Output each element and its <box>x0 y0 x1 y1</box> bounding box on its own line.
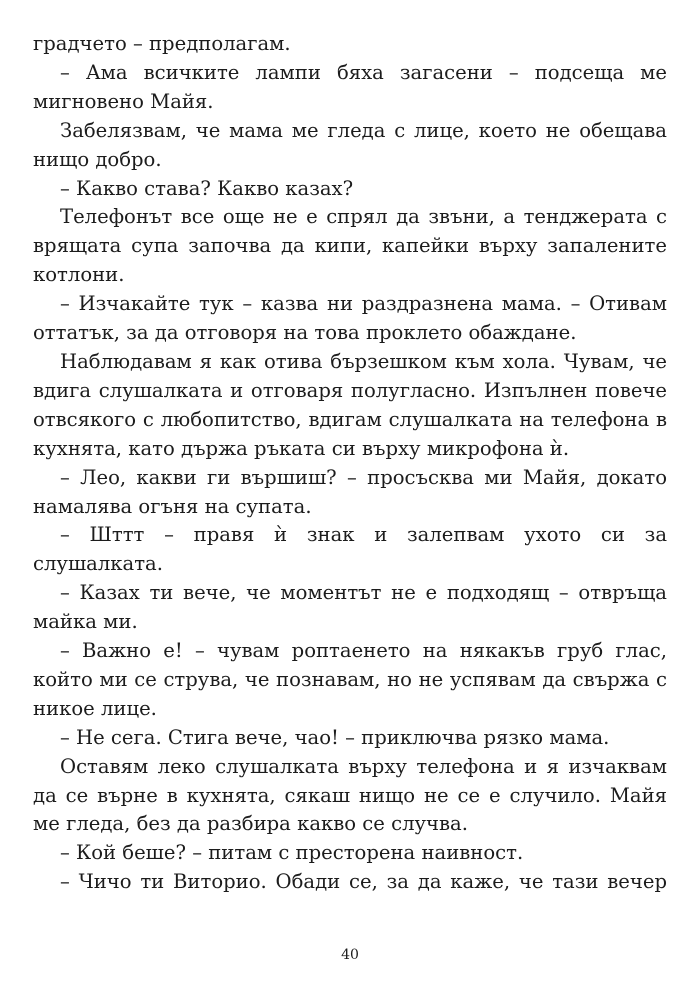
paragraph: – Изчакайте тук – казва ни раздразнена мама. – Отивам оттатък, за да отговоря на това проклето обаждане. <box>33 292 667 345</box>
paragraph: – Казах ти вече, че моментът не е подходящ – отвръща майка ми. <box>33 581 667 634</box>
paragraph: градчето – предполагам. <box>33 32 291 55</box>
paragraph: – Ама всичките лампи бяха загасени – подсеща ме мигновено Майя. <box>33 60 667 113</box>
paragraph: Телефонът все още не е спрял да звъни, а тенджерата с врящата супа започва да кипи, капейки върху запалените котлони. <box>33 205 667 287</box>
paragraph: – Чичо ти Виторио. Обади се, за да каже, че тази вечер <box>60 870 667 894</box>
paragraph: Оставям леко слушалката върху телефона и я изчаквам да се върне в кухнята, сякаш нищо не се е случило. Майя ме гледа, без да разбира какво се случва. <box>33 754 667 836</box>
paragraph: Наблюдавам я как отива бързешком към хола. Чувам, че вдига слушалката и отговаря полугласно. Изпълнен повече отвсякого с любопитство, вдигам слушалката на телефона в кухнята, като държа ръката си върху микрофона ѝ. <box>33 349 667 460</box>
paragraph: – Важно е! – чувам роптаенето на някакъв груб глас, който ми се струва, че познавам, но не успявам да свържа с никое лице. <box>33 639 667 720</box>
paragraph: – Шттт – правя ѝ знак и залепвам ухото си за слушалката. <box>33 523 667 576</box>
page-number: 40 <box>341 947 359 963</box>
paragraph: – Кой беше? – питам с престорена наивност. <box>60 841 524 865</box>
paragraph: – Лео, какви ги вършиш? – просъсква ми Майя, докато намалява огъня на супата. <box>33 465 667 518</box>
paragraph: – Какво става? Какво казах? <box>60 176 354 200</box>
paragraph: – Не сега. Стига вече, чао! – приключва рязко мама. <box>60 725 610 749</box>
paragraph: Забелязвам, че мама ме гледа с лице, което не обещава нищо добро. <box>33 118 667 171</box>
body-text <box>33 30 667 897</box>
